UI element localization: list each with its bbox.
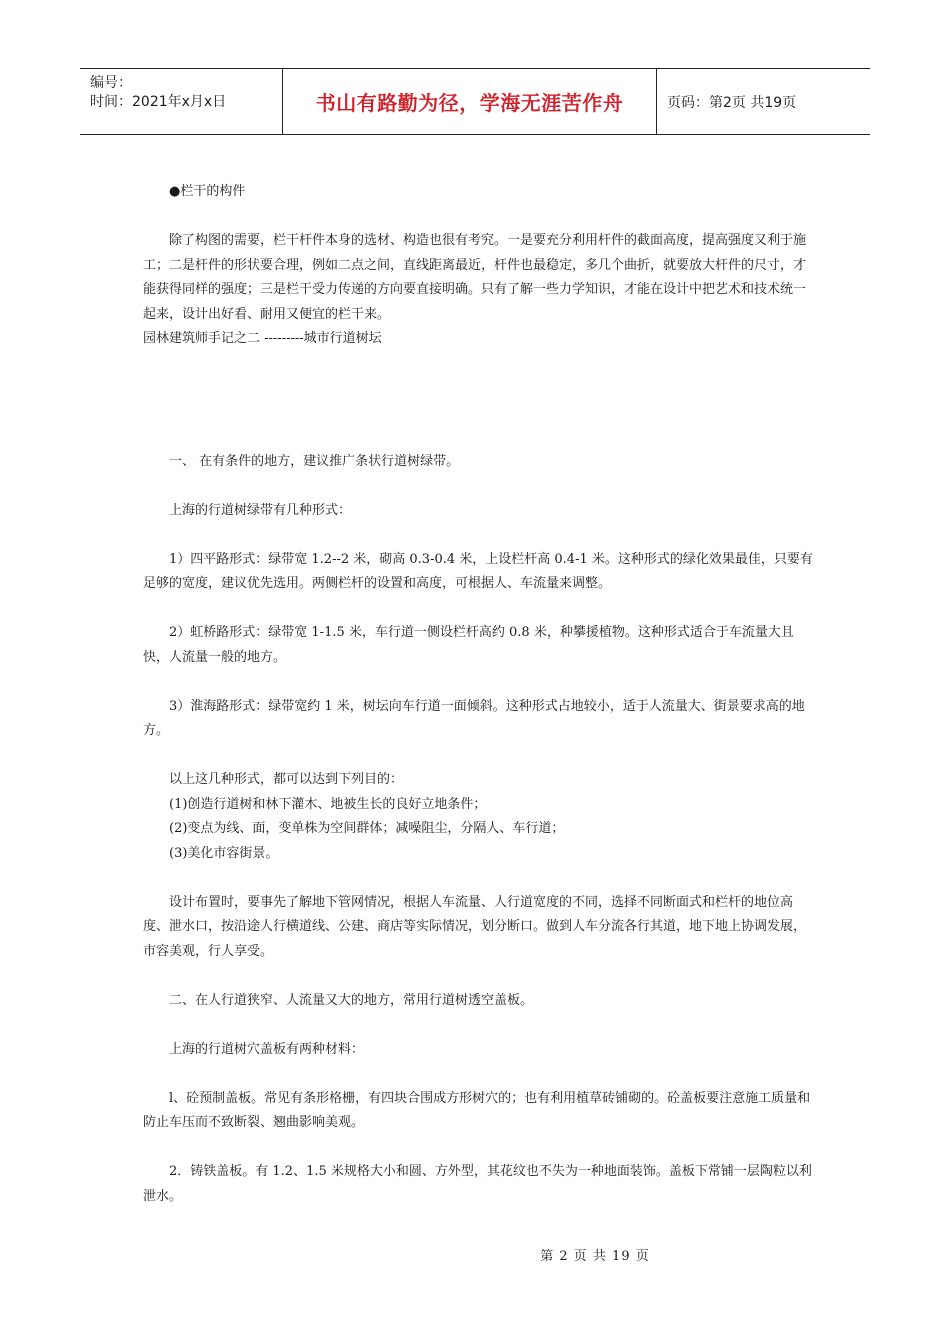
material-cast-iron: 2．铸铁盖板。有 1.2、1.5 米规格大小和圆、方外型，其花纹也不失为一种地面装饰。盖板下常铺一层陶粒以利泄水。 (143, 1164, 812, 1204)
goal-item: (2)变点为线、面，变单株为空间群体；减噪阻尘，分隔人、车行道； (169, 821, 565, 836)
header-motto: 书山有路勤为径，学海无涯苦作舟 (282, 69, 657, 134)
design-paragraph: 设计布置时，要事先了解地下管网情况，根据人车流量、人行道宽度的不同，选择不同断面式和栏杆的地位高度、泄水口，按沿途人行横道线、公建、商店等实际情况，划分断口。做到人车分流各行其道，地下地上协调发展，市容美观，行人享受。 (143, 894, 807, 959)
form-siping-road: 1）四平路形式：绿带宽 1.2--2 米，砌高 0.3-0.4 米，上设栏杆高 0.4-1 米。这种形式的绿化效果最佳，只要有足够的宽度，建议优先选用。两侧栏杆的设置和高度，可根据人、车流量来调整。 (143, 551, 813, 591)
article-title: 园林建筑师手记之二 ---------城市行道树坛 (143, 331, 382, 346)
goals-intro: 以上这几种形式，都可以达到下列目的： (169, 772, 404, 787)
page-header (80, 68, 870, 135)
paragraph-railing-components: 除了构图的需要，栏干杆件本身的选材、构造也很有考究。一是要充分利用杆件的截面高度，提高强度又利于施工；二是杆件的形状要合理，例如二点之间，直线距离最近，杆件也最稳定，多几个曲折，就要放大杆件的尺寸，才能获得同样的强度；三是栏干受力传递的方向要直接明确。只有了解一些力学知识，才能在设计中把艺术和技术统一起来，设计出好看、耐用又便宜的栏干来。 (143, 233, 807, 322)
form-hongqiao-road: 2）虹桥路形式：绿带宽 1-1.5 米，车行道一侧设栏杆高约 0.8 米，种攀援植物。这种形式适合于车流量大且快，人流量一般的地方。 (143, 625, 794, 665)
point-one-heading: 一、 在有条件的地方，建议推广条状行道树绿带。 (169, 453, 460, 469)
forms-intro: 上海的行道树绿带有几种形式： (169, 502, 352, 518)
header-meta (80, 69, 282, 134)
section-heading: ●栏干的构件 (169, 184, 246, 199)
header-page-label: 页码：第2页 共19页 (667, 94, 797, 111)
point-two-heading: 二、在人行道狭窄、人流量又大的地方，常用行道树透空盖板。 (169, 992, 534, 1008)
date-label: 时间：2021年x月x日 (90, 94, 227, 110)
goal-item: (3)美化市容街景。 (169, 845, 279, 861)
number-label: 编号： (90, 75, 132, 91)
material-concrete: l、砼预制盖板。常见有条形格栅，有四块合围成方形树穴的；也有利用植草砖铺砌的。砼盖板要注意施工质量和防止车压而不致断裂、翘曲影响美观。 (143, 1090, 811, 1130)
document-body (143, 180, 813, 1209)
page-footer: 第 2 页 共 19 页 (540, 1249, 650, 1264)
form-huaihai-road: 3）淮海路形式：绿带宽约 1 米，树坛向车行道一面倾斜。这种形式占地较小，适于人流量大、街景要求高的地方。 (143, 698, 805, 738)
goal-item: (1)创造行道树和林下灌木、地被生长的良好立地条件； (169, 796, 487, 812)
materials-intro: 上海的行道树穴盖板有两种材料： (169, 1041, 365, 1057)
